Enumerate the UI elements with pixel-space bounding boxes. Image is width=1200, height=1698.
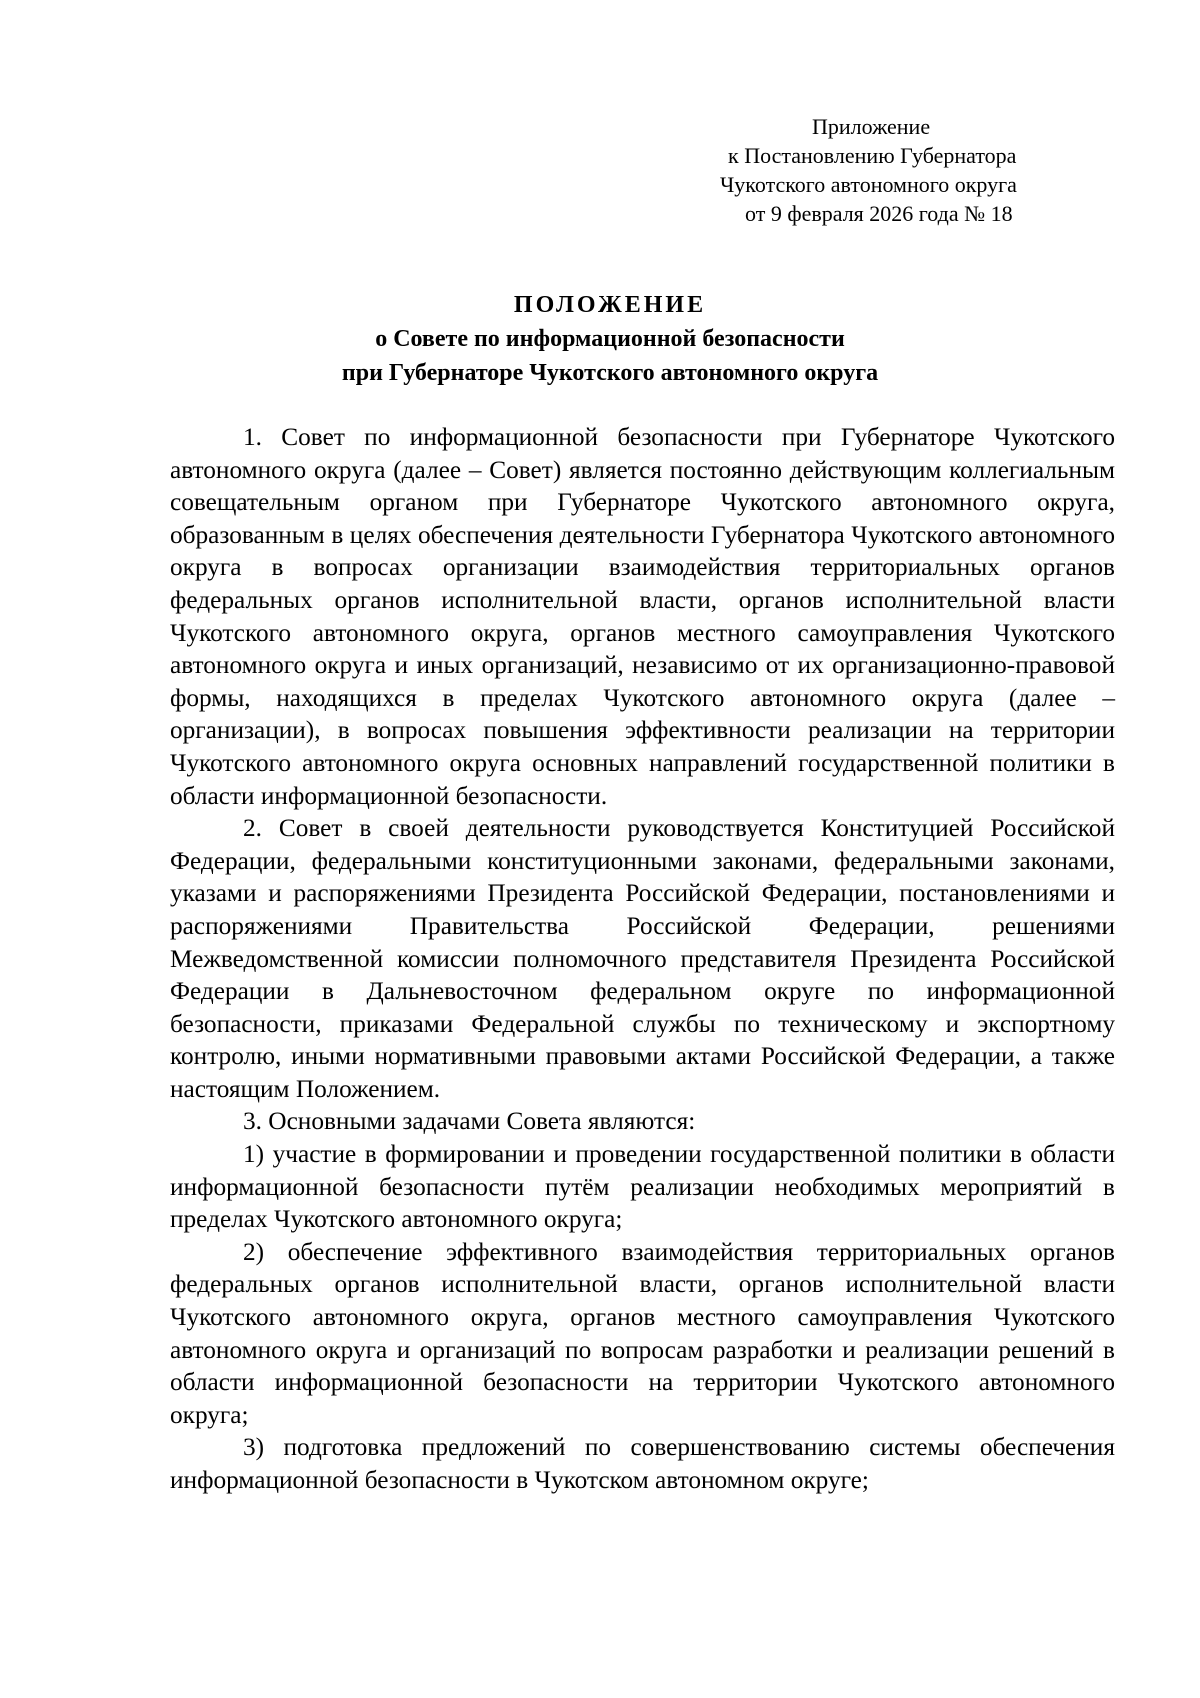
appendix-reference: к Постановлению Губернатора [728,143,1017,168]
paragraph-2: 2. Совет в своей деятельности руководствуется Конституцией Российской Федерации, федеральными конституционными законами, федеральными законами, указами и распоряжениями Президента Российской Федерации, постановлениями и распоряжениями Правительства Российской Федерации, решениями Межведомственной комиссии полномочного представителя Президента Российской Федерации в Дальневосточном федеральном округе по информационной безопасности, приказами Федеральной службы по техническому и экспортному контролю, иными нормативными правовыми актами Российской Федерации, а также настоящим Положением. [170,814,1115,1103]
title-subject: о Совете по информационной безопасности [375,326,845,352]
appendix-date-number: от 9 февраля 2026 года № 18 [745,201,1013,226]
title-heading: ПОЛОЖЕНИЕ [513,292,707,318]
list-item-3: 3) подготовка предложений по совершенствованию системы обеспечения информационной безопасности в Чукотском автономном округе; [170,1433,1115,1494]
paragraph-1: 1. Совет по информационной безопасности при Губернаторе Чукотского автономного округа (далее – Совет) является постоянно действующим коллегиальным совещательным органом при Губернаторе Чукотского автономного округа, образованным в целях обеспечения деятельности Губернатора Чукотского автономного округа в вопросах организации взаимодействия территориальных органов федеральных органов исполнительной власти, органов исполнительной власти Чукотского автономного округа, органов местного самоуправления Чукотского автономного округа и иных организаций, независимо от их организационно-правовой формы, находящихся в пределах Чукотского автономного округа (далее – организации), в вопросах повышения эффективности реализации на территории Чукотского автономного округа основных направлений государственной политики в области информационной безопасности. [170,423,1115,810]
list-item-2: 2) обеспечение эффективного взаимодействия территориальных органов федеральных органов исполнительной власти, органов исполнительной власти Чукотского автономного округа, органов местного самоуправления Чукотского автономного округа и организаций по вопросам разработки и реализации решений в области информационной безопасности на территории Чукотского автономного округа; [170,1237,1115,1429]
document-title [160,288,1060,390]
paragraph-3: 3. Основными задачами Совета являются: [243,1107,696,1136]
appendix-header [700,112,1080,228]
list-item-1: 1) участие в формировании и проведении государственной политики в области информационной безопасности путём реализации необходимых мероприятий в пределах Чукотского автономного округа; [170,1140,1115,1234]
document-body [170,421,1115,1497]
title-authority: при Губернаторе Чукотского автономного округа [341,360,879,386]
appendix-region: Чукотского автономного округа [720,172,1017,197]
appendix-label: Приложение [812,114,931,139]
